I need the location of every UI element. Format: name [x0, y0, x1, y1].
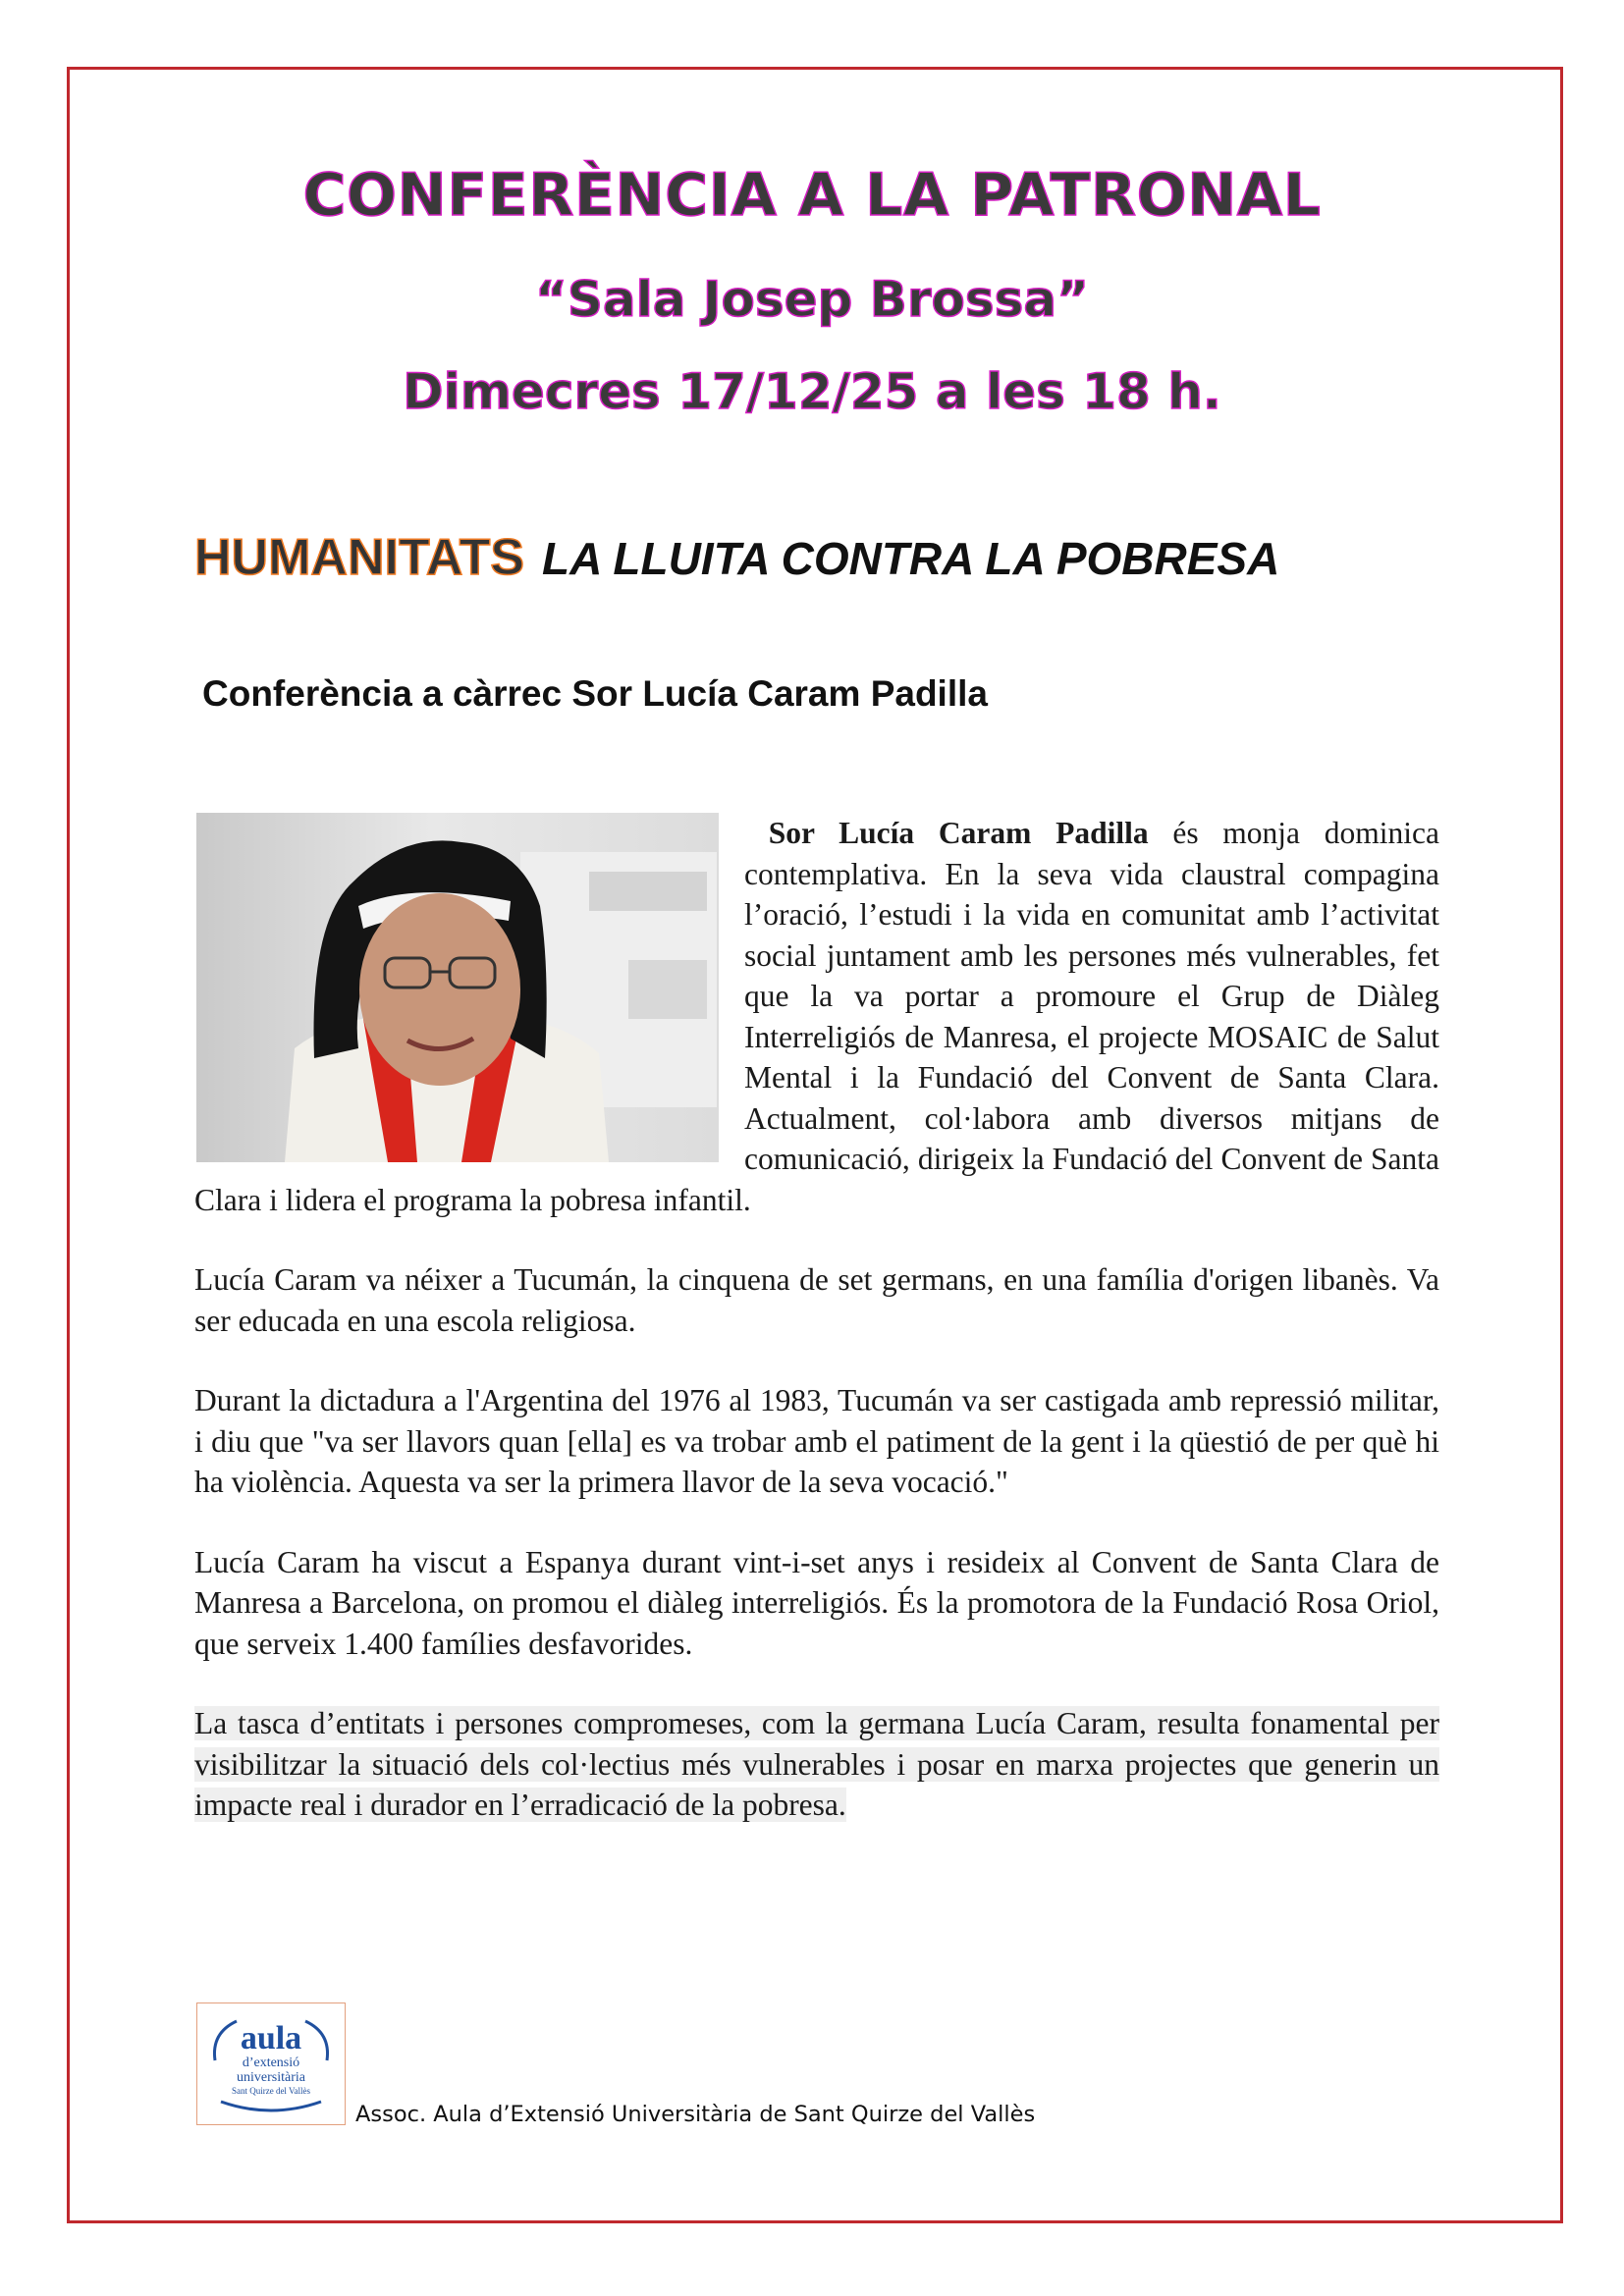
header-date: Dimecres 17/12/25 a les 18 h. [403, 363, 1221, 420]
header-title: CONFERÈNCIA A LA PATRONAL [302, 161, 1322, 230]
topic-category: HUMANITATS [194, 529, 525, 586]
aula-logo-mark [197, 2003, 345, 2124]
footer-association: Assoc. Aula d’Extensió Universitària de Sant Quirze del Vallès [355, 2102, 1036, 2127]
photo-spacer [194, 813, 744, 1172]
paragraph-dictatorship: Durant la dictadura a l'Argentina del 1976 al 1983, Tucumán va ser castigada amb repressió militar, i diu que "va ser llavors quan [ella] es va trobar amb el patiment de la gent i la qüestió de per què hi ha violència. Aquesta va ser la primera llavor de la seva vocació." [194, 1383, 1439, 1499]
logo-line1: d’extensió [242, 2056, 300, 2070]
paragraph-intro: Sor Lucía Caram Padilla és monja dominica contemplativa. En la seva vida claustral compagina l’oració, l’estudi i la vida en comunitat amb l’activitat social juntament amb les persones més vulnerables, fet que la va portar a promoure el Grup de Diàleg Interreligiós de Manresa, el projecte MOSAIC de Salut Mental i la Fundació del Convent de Santa Clara. Actualment, col·labora amb diversos mitjans de comunicació, dirigeix la Fundació del Convent de Santa Clara i lidera el programa la pobresa infantil. [194, 816, 1439, 1217]
paragraph-origins: Lucía Caram va néixer a Tucumán, la cinquena de set germans, en una família d'origen libanès. Va ser educada en una escola religiosa. [194, 1262, 1439, 1338]
paragraph-closing: La tasca d’entitats i persones compromeses, com la germana Lucía Caram, resulta fonamental per visibilitzar la situació dels col·lectius més vulnerables i posar en marxa projectes que generin un impacte real i durador en l’erradicació de la pobresa. [194, 1706, 1439, 1822]
speaker-line: Conferència a càrrec Sor Lucía Caram Padilla [202, 673, 988, 714]
logo-word: aula [240, 2020, 302, 2056]
logo-line2: universitària [237, 2070, 305, 2085]
paragraph-spain: Lucía Caram ha viscut a Espanya durant vint-i-set anys i resideix al Convent de Santa Clara de Manresa a Barcelona, on promou el diàleg interreligiós. És la promotora de la Fundació Rosa Oriol, que serveix 1.400 famílies desfavorides. [194, 1544, 1439, 1661]
speaker-name-bold: Sor Lucía Caram Padilla [768, 816, 1149, 850]
topic-heading [194, 528, 1279, 587]
logo-line3: Sant Quirze del Vallès [231, 2086, 311, 2096]
article-body [194, 813, 1439, 1865]
aula-logo [196, 2002, 346, 2125]
header-venue: “Sala Josep Brossa” [535, 271, 1089, 328]
topic-title: LA LLUITA CONTRA LA POBRESA [542, 533, 1280, 584]
